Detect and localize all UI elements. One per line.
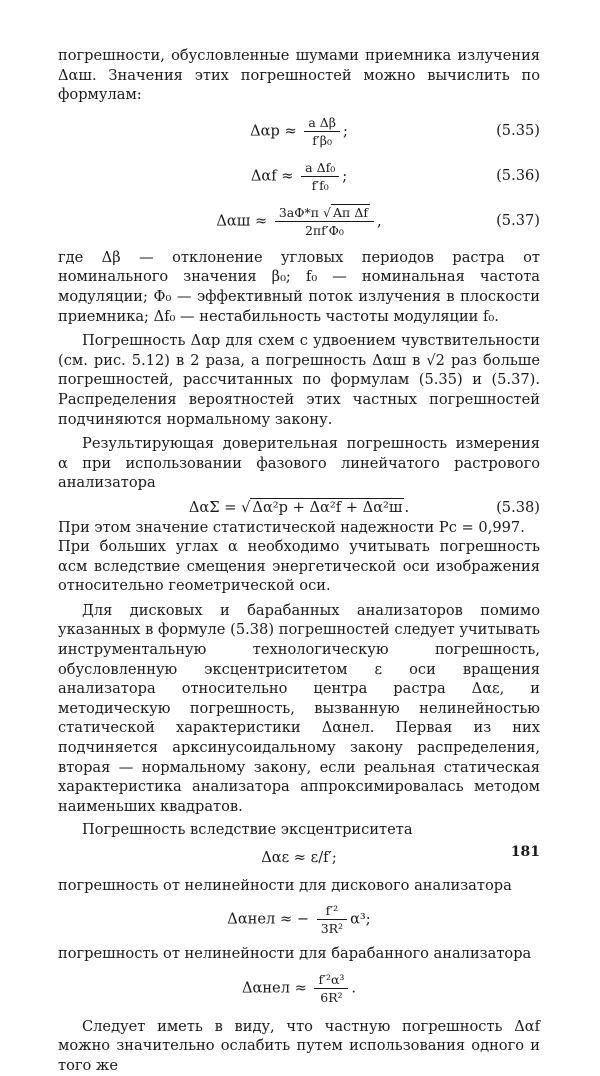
eq-5-35-numerator: a Δβ (304, 115, 340, 132)
eq-5-37-number: (5.37) (496, 212, 540, 230)
eq-5-37-denominator: 2πf′Φ₀ (304, 222, 344, 238)
equation-drum-nonlinearity (58, 972, 540, 1005)
eq-5-37-tail: , (377, 212, 382, 230)
equation-5-38 (58, 498, 540, 518)
equation-eccentricity (58, 848, 540, 868)
eq-drum-lhs: Δαнел ≈ (241, 979, 307, 997)
eq-drum-denominator: 6R² (320, 989, 343, 1005)
paragraph-resulting-error: Результирующая доверительная погрешность измерения α при использовании фазового линейчатого растрового анализатора (58, 435, 540, 492)
equation-5-35 (58, 115, 540, 148)
eq-5-38-tail: . (404, 498, 410, 516)
paragraph-doubled-sensitivity: Погрешность Δαр для схем с удвоением чувствительности (см. рис. 5.12) в 2 раза, а погрешность Δαш в √2 раз больше погрешностей, рассчитанных по формулам (5.35) и (5.37). Распределения вероятностей этих частных погрешностей подчиняются нормальному закону. (58, 332, 540, 428)
eq-5-37-numerator-radicand: Aп Δf (333, 204, 369, 220)
paragraph-definitions: где Δβ — отклонение угловых периодов растра от номинального значения β₀; f₀ — номинальная частота модуляции; Φ₀ — эффективный поток излучения в плоскости приемника; Δf₀ — нестабильность частоты модуляции f₀. (58, 248, 540, 325)
eq-5-35-fraction (304, 115, 340, 148)
eq-disc-denominator: 3R² (320, 921, 344, 937)
eq-disc-fraction (317, 903, 347, 936)
paragraph-eccentricity-intro: Погрешность вследствие эксцентриситета (82, 821, 413, 839)
eq-5-38-radicand: Δα²р + Δα²f + Δα²ш (252, 498, 403, 516)
paragraph-closing: Следует иметь в виду, что частную погрешность Δαf можно значительно ослабить путем использования одного и того же (58, 1017, 540, 1074)
paragraph-disc-drum-analyzers: Для дисковых и барабанных анализаторов помимо указанных в формуле (5.38) погрешностей следует учитывать инструментальную технологическую погрешность, обусловленную эксцентриситетом ε оси вращения анализатора относительно центра растра Δαε, и методическую погрешность, вызванную нелинейностью статической характеристики Δαнел. Первая из них подчиняется арксинусоидальному закону распределения, вторая — нормальному закону, если реальная статическая характеристика анализатора аппроксимировалась методом наименьших квадратов. (58, 601, 540, 815)
eq-drum-tail: . (351, 979, 357, 997)
equation-5-37 (58, 205, 540, 238)
eq-eccentricity-text: Δαε ≈ ε/f′; (261, 849, 337, 866)
eq-5-35-tail: ; (343, 122, 348, 140)
paragraph-drum-nonlinearity: погрешность от нелинейности для барабанного анализатора (58, 945, 532, 963)
eq-5-36-number: (5.36) (496, 167, 540, 185)
paragraph-large-angles: При больших углах α необходимо учитывать погрешность αсм вследствие смещения энергетической оси изображения относительно геометрической оси. (58, 538, 540, 595)
eq-5-38-lhs: ΔαΣ = √ (188, 498, 251, 516)
page-number: 181 (510, 844, 540, 860)
eq-5-37-fraction (275, 205, 374, 238)
eq-5-38-number: (5.38) (496, 498, 540, 516)
eq-5-36-tail: ; (342, 167, 348, 185)
equation-disc-nonlinearity (58, 903, 540, 936)
eq-5-35-number: (5.35) (496, 122, 540, 140)
eq-5-36-numerator: a Δf₀ (301, 160, 339, 177)
eq-drum-fraction (314, 972, 348, 1005)
eq-5-37-numerator-coef: 3aΦ*п √ (278, 204, 332, 220)
eq-disc-tail: α³; (350, 910, 371, 928)
eq-disc-numerator: f′² (317, 903, 347, 920)
paragraph-disc-nonlinearity: погрешность от нелинейности для дискового анализатора (58, 876, 512, 894)
eq-5-35-denominator: f′β₀ (312, 132, 332, 148)
eq-drum-numerator: f′²α³ (314, 972, 348, 989)
eq-5-37-lhs: Δαш ≈ (216, 212, 268, 230)
eq-5-36-denominator: f′f₀ (311, 177, 329, 193)
eq-5-36-lhs: Δαf ≈ (250, 167, 294, 185)
paragraph-noise-errors: погрешности, обусловленные шумами приемника излучения Δαш. Значения этих погрешностей можно вычислить по формулам: (58, 47, 540, 104)
paragraph-reliability: При этом значение статистической надежности Pс = 0,997. (58, 518, 525, 536)
eq-disc-lhs: Δαнел ≈ − (227, 910, 310, 928)
eq-5-35-lhs: Δαр ≈ (250, 122, 297, 140)
eq-5-36-fraction (301, 160, 339, 193)
equation-5-36 (58, 160, 540, 193)
eq-5-37-numerator (275, 205, 374, 222)
